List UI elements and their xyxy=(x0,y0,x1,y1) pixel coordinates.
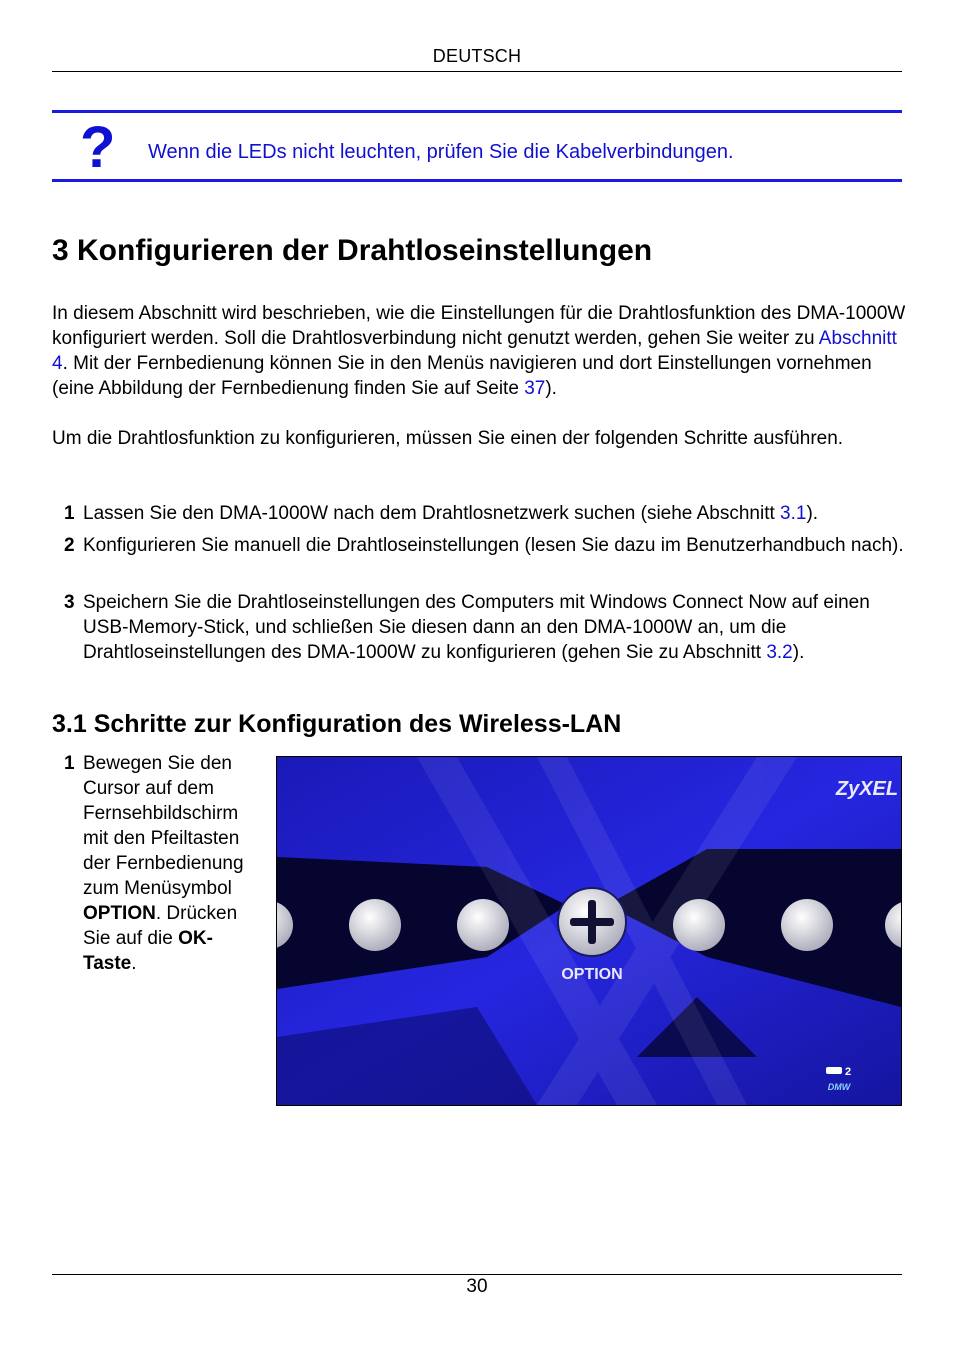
step-text-end: . xyxy=(131,953,137,974)
step-text: Speichern Sie die Drahtloseinstellungen des Computers mit Windows Connect Now auf einen USB-Memory-Stick, und schließen Sie diesen dann an den DMA-1000W an, um die Drahtloseinstellungen des DMA-1000W zu konfigurieren (gehen Sie zu Abschnitt xyxy=(83,592,870,663)
page-number: 30 xyxy=(466,1276,488,1297)
link-seite-37[interactable]: 37 xyxy=(524,378,546,399)
list-item xyxy=(52,590,912,665)
intro-text-a: In diesem Abschnitt wird beschrieben, wie die Einstellungen für die Drahtlosfunktion des DMA-1000W konfiguriert werden. Soll die Drahtlosverbindung nicht genutzt werden, gehen Sie weiter zu xyxy=(52,303,906,349)
link-abschnitt-4[interactable]: Abschnitt 4 xyxy=(52,328,897,374)
list-item xyxy=(52,533,912,558)
header-rule xyxy=(52,71,902,72)
note-text: Wenn die LEDs nicht leuchten, prüfen Sie die Kabelverbindungen. xyxy=(148,141,734,163)
device-icon xyxy=(826,1067,842,1074)
tv-menu-screenshot xyxy=(276,756,902,1106)
list-item xyxy=(52,501,912,526)
intro-paragraph xyxy=(52,301,912,401)
step-text-mid: . Drücken Sie auf die xyxy=(83,903,238,949)
list-item xyxy=(52,751,272,976)
note-box xyxy=(52,110,902,182)
option-label: OPTION xyxy=(561,966,623,983)
footer-rule xyxy=(52,1274,902,1275)
step-text-end: ). xyxy=(806,503,819,524)
step-number: 1 xyxy=(64,753,75,774)
menu-button-icon xyxy=(457,899,509,951)
tv-menu-graphic xyxy=(277,757,901,1105)
zyxel-logo: ZyXEL xyxy=(835,778,899,800)
steps-intro-paragraph: Um die Drahtlosfunktion zu konfigurieren, müssen Sie einen der folgenden Schritte ausführen. xyxy=(52,428,844,449)
step-number: 3 xyxy=(64,592,75,613)
step-text: Lassen Sie den DMA-1000W nach dem Drahtlosnetzwerk suchen (siehe Abschnitt xyxy=(83,503,781,524)
menu-button-icon xyxy=(349,899,401,951)
link-abschnitt-3-2[interactable]: 3.2 xyxy=(766,642,793,663)
intro-text-b: . Mit der Fernbedienung können Sie in den Menüs navigieren und dort Einstellungen vornehmen (eine Abbildung der Fernbedienung finden Sie auf Seite xyxy=(52,353,872,399)
section-3-1-title: 3.1 Schritte zur Konfiguration des Wireless-LAN xyxy=(52,710,622,738)
step-text: Bewegen Sie den Cursor auf dem Fernsehbildschirm mit den Pfeiltasten der Fernbedienung zum Menüsymbol xyxy=(83,753,244,899)
section-3-title: 3 Konfigurieren der Drahtloseinstellungen xyxy=(52,234,653,267)
ok-key-term: OK-Taste xyxy=(83,928,213,974)
step-text: Konfigurieren Sie manuell die Drahtloseinstellungen (lesen Sie dazu im Benutzerhandbuch nach). xyxy=(83,535,904,556)
step-text-end: ). xyxy=(792,642,805,663)
question-mark-icon: ? xyxy=(80,115,116,180)
device-name: DMW xyxy=(827,1082,851,1092)
step-number: 1 xyxy=(64,503,75,524)
link-abschnitt-3-1[interactable]: 3.1 xyxy=(780,503,807,524)
step-number: 2 xyxy=(64,535,75,556)
menu-button-icon xyxy=(673,899,725,951)
device-count: 2 xyxy=(845,1066,852,1078)
language-label: DEUTSCH xyxy=(432,46,522,66)
intro-text-c: ). xyxy=(545,378,557,399)
menu-button-icon xyxy=(781,899,833,951)
option-term: OPTION xyxy=(83,903,156,924)
